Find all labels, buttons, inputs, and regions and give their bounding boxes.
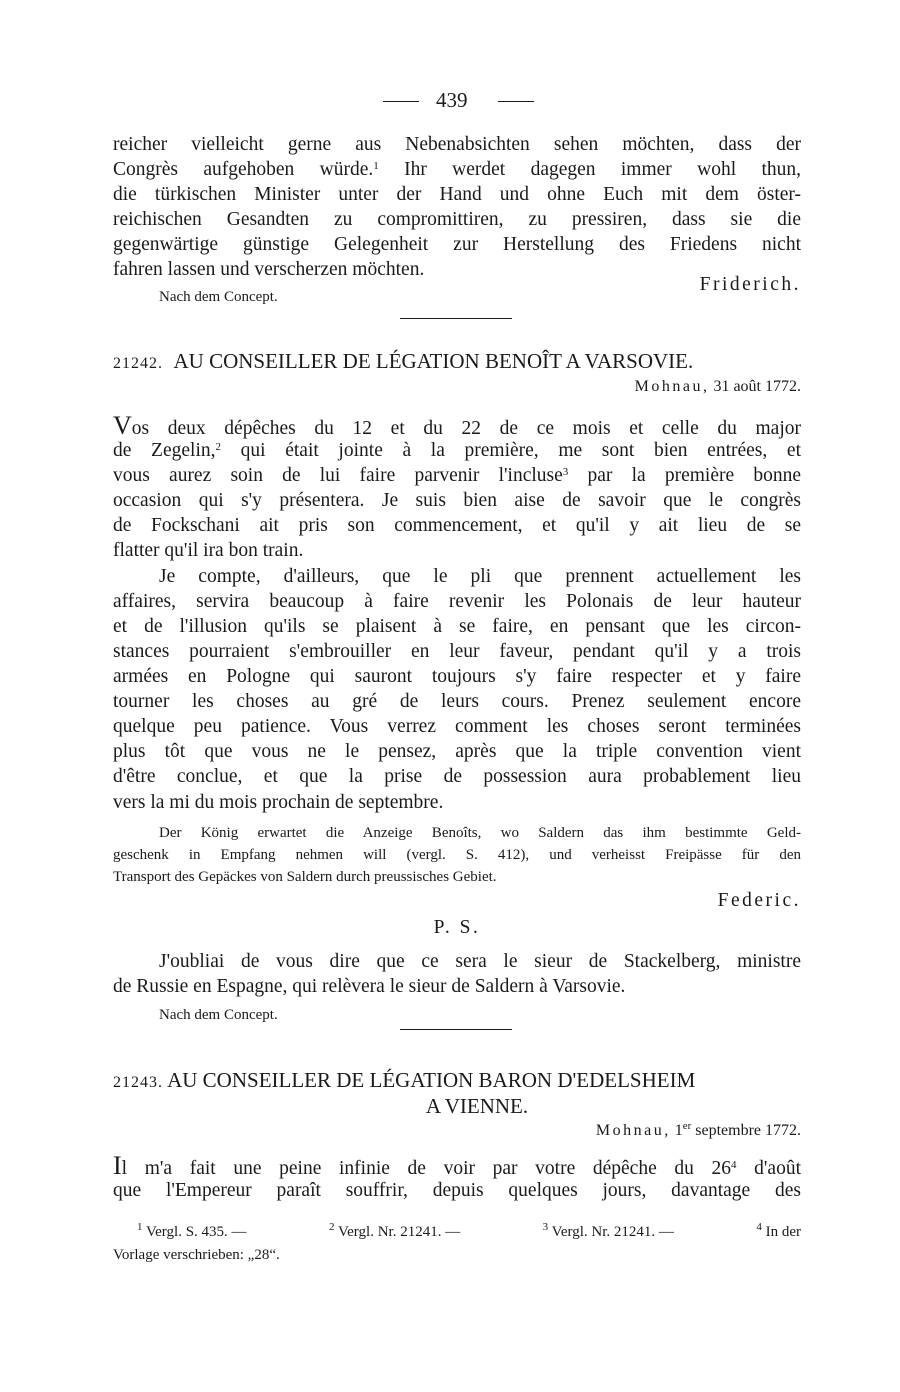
text-span: os deux dépêches du 12 et du 22 de ce mois et celle du major [131, 418, 801, 439]
page-number: 439 [436, 88, 468, 112]
letter-title-line2: A VIENNE. [425, 1094, 529, 1118]
text-line: vers la mi du mois prochain de septembre. [113, 792, 444, 813]
text-span: Ihr werdet dagegen immer wohl thun, [404, 159, 802, 180]
footnotes-line-1 [113, 1222, 801, 1243]
text-span: Congrès aufgehoben würde. [113, 159, 374, 180]
text-line: quelque peu patience. Vous verrez comment les choses seront terminées [113, 716, 801, 737]
footnote-text: Vergl. Nr. 21241. — [337, 1224, 461, 1240]
text-line: armées en Pologne qui sauront toujours s'y faire respecter et y faire [113, 666, 801, 687]
text-line: flatter qu'il ira bon train. [113, 540, 304, 561]
footnote-mark: 2 [329, 1221, 335, 1233]
text-line: plus tôt que vous ne le pensez, après que la triple convention vient [113, 741, 801, 762]
drop-cap: I [113, 1151, 122, 1180]
footnote-mark: 4 [756, 1221, 762, 1233]
footnote [137, 1222, 247, 1243]
letter-number: 21243. [113, 1074, 163, 1091]
ps-heading: P. S. [433, 917, 481, 938]
text-line [113, 464, 801, 488]
date-rest: septembre 1772. [695, 1122, 801, 1139]
signature: Friderich. [699, 274, 801, 295]
separator-rule [400, 318, 512, 319]
signature: Federic. [717, 890, 801, 911]
footnote-text: Vergl. Nr. 21241. — [551, 1224, 674, 1240]
header-rule-right [498, 101, 534, 102]
letter-heading [113, 1068, 695, 1095]
text-line: fahren lassen und verscherzen möchten. [113, 259, 425, 280]
text-line [113, 439, 801, 463]
header-rule-left [383, 101, 419, 102]
date: 31 août 1772. [713, 378, 801, 395]
text-line: gegenwärtige günstige Gelegenheit zur Herstellung des Friedens nicht [113, 234, 801, 255]
text-line: occasion qui s'y présentera. Je suis bien aise de savoir que le congrès [113, 490, 801, 511]
text-line: die türkischen Minister unter der Hand und ohne Euch mit dem öster- [113, 184, 801, 205]
editor-note-line: Der König erwartet die Anzeige Benoîts, wo Saldern das ihm bestimmte Geld- [159, 825, 801, 841]
text-line [113, 1151, 801, 1181]
letter-title: AU CONSEILLER DE LÉGATION BARON D'EDELSHEIM [167, 1068, 696, 1092]
editor-note-line: geschenk in Empfang nehmen will (vergl. S. 412), und verheisst Freipässe für den [113, 847, 801, 863]
text-line: que l'Empereur paraît souffrir, depuis quelques jours, davantage des [113, 1180, 801, 1201]
date-day: 1 [674, 1122, 683, 1139]
letter-date [596, 1119, 801, 1143]
source-note: Nach dem Concept. [159, 1007, 278, 1023]
text-line: Je compte, d'ailleurs, que le pli que prennent actuellement les [159, 566, 801, 587]
text-line: de Fockschani ait pris son commencement, et qu'il y ait lieu de se [113, 515, 801, 536]
separator-rule [400, 1029, 512, 1030]
footnotes-line-2: Vorlage verschrieben: „28“. [113, 1247, 280, 1263]
date-sup: er [682, 1120, 692, 1132]
text-line: reicher vielleicht gerne aus Nebenabsichten sehen möchten, dass der [113, 134, 801, 155]
footnote-ref: 1 [373, 160, 379, 172]
footnote [329, 1222, 460, 1243]
footnote-text: In der [765, 1224, 801, 1240]
text-line: et de l'illusion qu'ils se plaisent à se faire, en pensant que les circon- [113, 616, 801, 637]
letter-heading [113, 349, 693, 376]
source-note: Nach dem Concept. [159, 289, 278, 305]
letter-date [635, 375, 801, 399]
text-span: Il m'a fait une peine infinie de voir par votre dépêche du 26 [113, 1151, 732, 1180]
text-line: d'être conclue, et que la prise de possession aura probablement lieu [113, 766, 801, 787]
text-line: affaires, servira beaucoup à faire revenir les Polonais de leur hauteur [113, 591, 801, 612]
text-line: Vos deux dépêches du 12 et du 22 de ce mois et celle du major [113, 411, 801, 440]
letter-title: AU CONSEILLER DE LÉGATION BENOÎT A VARSOVIE. [173, 349, 694, 373]
place: Mohnau, [634, 378, 710, 395]
footnote-mark: 3 [542, 1221, 549, 1233]
text-line: J'oubliai de vous dire que ce sera le sieur de Stackelberg, ministre [159, 951, 801, 972]
editor-note-line: Transport des Gepäckes von Saldern durch preussisches Gebiet. [113, 869, 497, 885]
text-line: stances pourraient s'embrouiller en leur faveur, pendant qu'il y a trois [113, 641, 801, 662]
text-span: vous aurez soin de lui faire parvenir l'incluse [113, 465, 563, 486]
footnote [756, 1222, 801, 1243]
text-span: par la première bonne [587, 465, 802, 486]
text-line: de Russie en Espagne, qui relèvera le sieur de Saldern à Varsovie. [113, 976, 626, 997]
text-span: d'août [754, 1158, 801, 1179]
footnote-ref: 4 [731, 1159, 737, 1171]
footnote-ref: 2 [215, 441, 221, 453]
footnote-mark: 1 [137, 1221, 143, 1233]
text-line: tourner les choses au gré de leurs cours. Prenez seulement encore [113, 691, 801, 712]
footnote [543, 1222, 674, 1243]
text-span: qui était jointe à la première, me sont bien entrées, et [240, 440, 801, 461]
text-line [113, 158, 801, 182]
letter-number: 21242. [113, 355, 163, 372]
text-span: de Zegelin, [113, 440, 216, 461]
footnote-text: Vergl. S. 435. — [145, 1224, 247, 1240]
place: Mohnau, [595, 1122, 671, 1139]
text-line: reichischen Gesandten zu compromittiren, zu pressiren, dass sie die [113, 209, 801, 230]
footnote-ref: 3 [562, 466, 569, 478]
